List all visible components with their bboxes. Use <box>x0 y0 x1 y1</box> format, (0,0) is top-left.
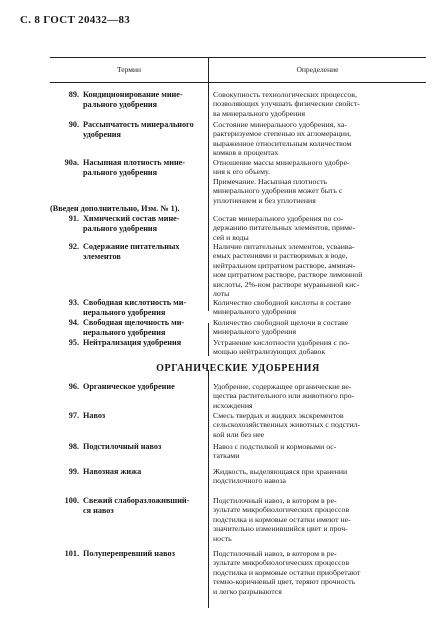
column-divider <box>208 323 209 356</box>
term-number: 92. <box>68 242 79 251</box>
term-name: Нейтрализация удобрения <box>83 338 182 347</box>
term-name: Подстилочный навоз <box>83 442 162 451</box>
amendment-note: (Введен дополнительно, Изм. № 1). <box>50 204 180 213</box>
term-definition: Устранение кислотности удобрения с по- мощью нейтрализующих добавок <box>213 338 350 357</box>
term-name: Свободная кислотность ми- нерального удобрения <box>83 298 187 317</box>
term-name: Навозная жижа <box>83 467 142 476</box>
column-header-definition: Определение <box>296 65 339 74</box>
section-title: ОРГАНИЧЕСКИЕ УДОБРЕНИЯ <box>156 363 320 374</box>
term-name: Кондиционирование мине- рального удобрения <box>83 90 183 109</box>
term-number: 96. <box>68 382 79 391</box>
term-number: 95. <box>68 338 79 347</box>
term-name: Навоз <box>83 411 106 420</box>
term-definition: Подстилочный навоз, в котором в ре- зультате микробиологических процессов подстилка и кормовые остатки имеют не- значительно изменившийся цвет и проч- ность <box>213 496 351 543</box>
term-number: 97. <box>68 411 79 420</box>
term-number: 91. <box>68 214 79 223</box>
term-number: 89. <box>68 90 79 99</box>
term-name: Органическое удобрение <box>83 382 175 391</box>
term-name: Полуперепревший навоз <box>83 549 175 558</box>
term-name: Свободная щелочность ми- нерального удобрения <box>83 318 185 337</box>
term-definition: Количество свободной щелочи в составе минерального удобрения <box>213 318 349 337</box>
term-number: 93. <box>68 298 79 307</box>
term-definition: Состояние минерального удобрения, ха- рактеризуемое степенью их агломерации, выраженное относительным количеством комков в процентах <box>213 120 352 158</box>
column-divider <box>208 408 209 608</box>
term-definition: Наличие питательных элементов, усваива- емых растениями и растворимых в воде, нейтральном цитратном растворе, аммиач- ном цитратном растворе, растворе лимонной кислоты, 2%-ном растворе муравьиной кис- лоты <box>213 242 363 299</box>
term-number: 98. <box>68 442 79 451</box>
term-definition: Удобрение, содержащее органические ве- щества растительного или животного про- исхождения <box>213 382 355 410</box>
term-name: Насыпная плотность мине- рального удобрения <box>83 158 186 177</box>
term-definition: Количество свободной кислоты в составе минерального удобрения <box>213 298 351 317</box>
column-header-term: Термин <box>50 58 209 82</box>
term-number: 90. <box>68 120 79 129</box>
term-definition: Состав минерального удобрения по со- держанию питательных элементов, приме- сей и воды <box>213 214 356 242</box>
column-divider <box>208 82 209 311</box>
term-definition: Подстилочный навоз, в котором в ре- зультате микробиологических процессов подстилка и кормовые остатки приобретают темно-коричневый цвет, теряют прочность и легко разрываются <box>213 549 361 596</box>
term-name: Содержание питательных элементов <box>83 242 180 261</box>
term-name: Химический состав мине- рального удобрения <box>83 214 180 233</box>
table-header <box>50 57 426 83</box>
term-definition: Жидкость, выделяющаяся при хранении подстилочного навоза <box>213 467 348 486</box>
term-number: 90а. <box>64 158 79 167</box>
term-name: Свежий слаборазложивший- ся навоз <box>83 496 190 515</box>
term-definition: Совокупность технологических процессов, позволяющих улучшать физические свойст- ва минерального удобрения <box>213 90 360 118</box>
term-number: 94. <box>68 318 79 327</box>
column-divider <box>208 370 209 411</box>
term-definition: Отношение массы минерального удобре- ния к его объему. Примечание. Насыпная плотность минерального удобрения может быть с уплотнением и без уплотнения <box>213 158 350 205</box>
term-number: 100. <box>64 496 79 505</box>
term-definition: Смесь твердых и жидких экскрементов сельскохозяйственных животных с подстил- кой или без нее <box>213 411 361 439</box>
term-number: 99. <box>68 467 79 476</box>
term-number: 101. <box>64 549 79 558</box>
page-header: С. 8 ГОСТ 20432—83 <box>20 14 131 26</box>
term-definition: Навоз с подстилкой и кормовыми ос- татками <box>213 442 337 461</box>
term-name: Рассыпчатость минерального удобрения <box>83 120 194 139</box>
